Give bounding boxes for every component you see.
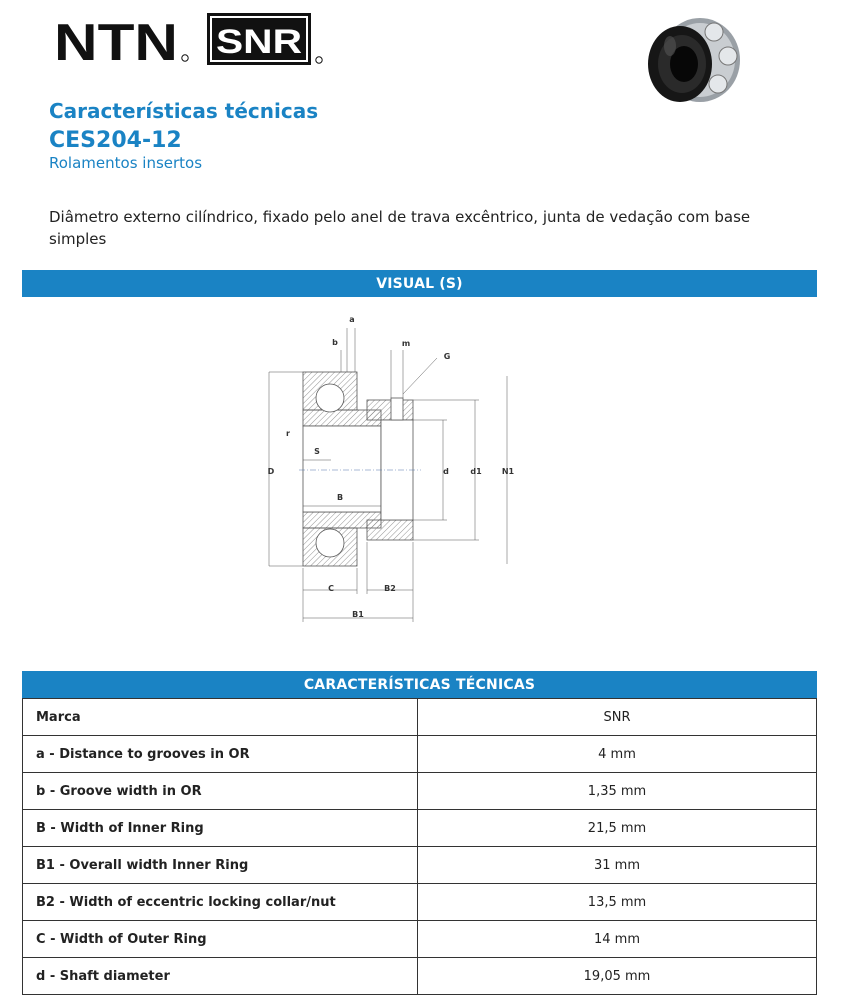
section-header-visual: VISUAL (S) <box>22 270 817 297</box>
spec-label: d - Shaft diameter <box>23 958 418 995</box>
dim-label-inner-b: B <box>336 493 344 502</box>
dim-label-b: b <box>332 338 338 347</box>
dim-label-n1: N1 <box>501 467 515 476</box>
bearing-product-image <box>640 10 744 110</box>
spec-label: B2 - Width of eccentric locking collar/nut <box>23 884 418 921</box>
table-row <box>23 958 817 995</box>
table-row <box>23 810 817 847</box>
section-header-tech: CARACTERÍSTICAS TÉCNICAS <box>22 671 817 698</box>
dim-label-outer-d: D <box>267 467 275 476</box>
snr-logo <box>206 12 324 66</box>
technical-drawing <box>255 310 525 630</box>
spec-value: 19,05 mm <box>418 958 817 995</box>
dim-label-a: a <box>349 315 355 324</box>
dim-label-c: C <box>328 584 334 593</box>
dim-label-d: d <box>443 467 449 476</box>
spec-value: 4 mm <box>418 736 817 773</box>
spec-label: B1 - Overall width Inner Ring <box>23 847 418 884</box>
spec-label: a - Distance to grooves in OR <box>23 736 418 773</box>
dim-label-g: G <box>443 352 451 361</box>
product-category: Rolamentos insertos <box>49 154 203 172</box>
dim-label-d1: d1 <box>470 467 482 476</box>
spec-value: 14 mm <box>418 921 817 958</box>
table-row <box>23 736 817 773</box>
table-row <box>23 884 817 921</box>
dim-label-b2: B2 <box>384 584 396 593</box>
spec-value: 1,35 mm <box>418 773 817 810</box>
page-title: Características técnicas <box>49 99 319 123</box>
table-row <box>23 847 817 884</box>
svg-text:NTN: NTN <box>54 16 178 66</box>
spec-value: 31 mm <box>418 847 817 884</box>
table-row <box>23 699 817 736</box>
spec-value: 21,5 mm <box>418 810 817 847</box>
spec-table <box>22 698 817 995</box>
spec-label: b - Groove width in OR <box>23 773 418 810</box>
dim-label-m: m <box>401 339 411 348</box>
spec-label: C - Width of Outer Ring <box>23 921 418 958</box>
product-description: Diâmetro externo cilíndrico, fixado pelo anel de trava excêntrico, junta de vedação com base simples <box>49 208 751 248</box>
table-row <box>23 921 817 958</box>
dim-label-r: r <box>286 429 290 438</box>
dim-label-s: S <box>314 447 320 456</box>
svg-text:SNR: SNR <box>216 23 302 61</box>
spec-label: B - Width of Inner Ring <box>23 810 418 847</box>
spec-label: Marca <box>23 699 418 736</box>
spec-value: SNR <box>418 699 817 736</box>
dim-label-b1: B1 <box>352 610 364 619</box>
table-row <box>23 773 817 810</box>
spec-value: 13,5 mm <box>418 884 817 921</box>
model-number: CES204-12 <box>49 128 182 153</box>
ntn-logo <box>54 16 190 66</box>
